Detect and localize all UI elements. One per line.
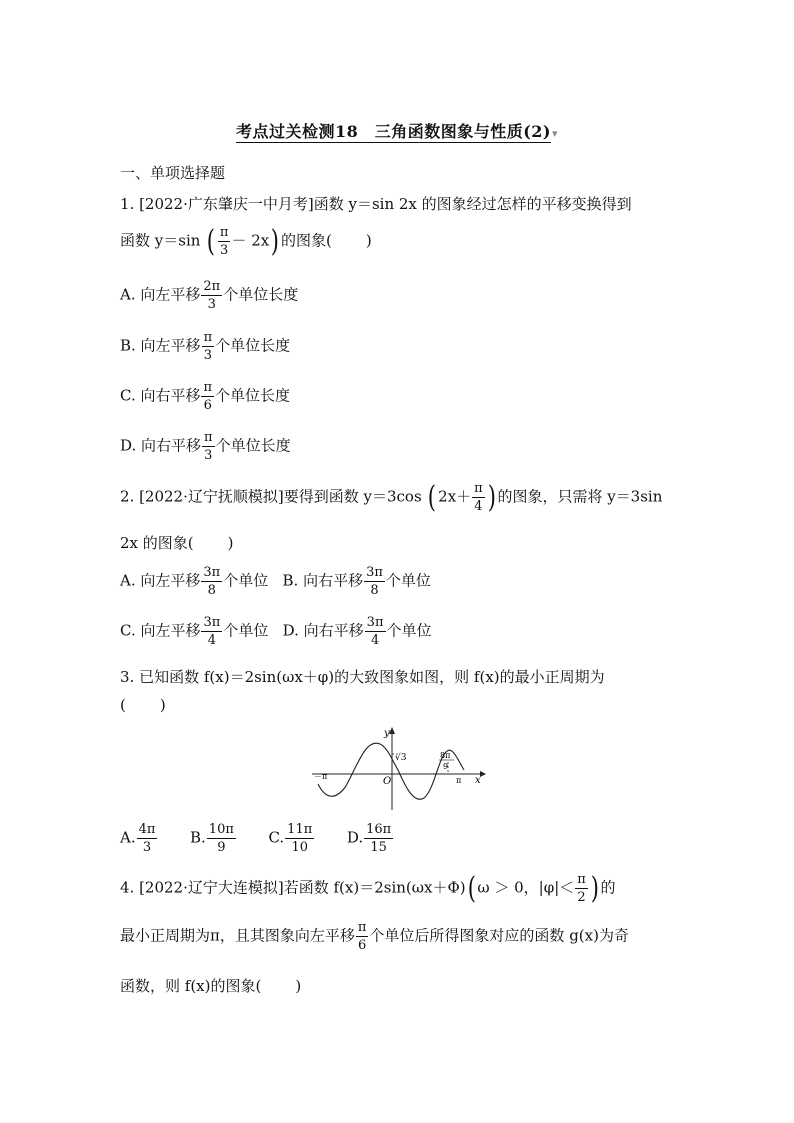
- q3-option-d-label: D.: [346, 828, 364, 847]
- x-axis-label: x: [475, 775, 481, 786]
- q3-line2-end: ): [159, 696, 166, 714]
- frac-den: 3: [204, 448, 213, 463]
- frac-num: 10π: [208, 822, 234, 837]
- q3-line1: 3. 已知函数 f(x)＝2sin(ωx＋φ)的大致图象如图，则 f(x)的最小正周期为: [120, 668, 605, 686]
- q1-option-a-frac: [201, 280, 222, 311]
- frac-num: 3π: [203, 615, 221, 630]
- q2-option-c-label: C. 向左平移: [120, 621, 201, 640]
- q2-option-a-label: A. 向左平移: [120, 571, 201, 590]
- q2-line1: [120, 479, 663, 515]
- frac-den: 3: [207, 297, 216, 312]
- sqrt3-label: √3: [395, 753, 407, 763]
- frac-den: 8: [207, 583, 216, 598]
- q4-line1-cond: ω ＞ 0，|φ|＜: [477, 878, 575, 897]
- frac-num: 3π: [366, 565, 383, 580]
- frac-num: π: [204, 430, 213, 445]
- frac-den: 4: [474, 499, 483, 514]
- q1-frac-den: 3: [220, 243, 229, 258]
- frac-den: 6: [358, 938, 367, 953]
- q4-line2-pre: 最小正周期为π，且其图象向左平移: [120, 926, 355, 945]
- q2-left-paren: (: [428, 479, 437, 515]
- origin-label: O: [383, 776, 392, 787]
- q2-option-a-tail: 个单位: [223, 571, 269, 590]
- q4-line1-post: 的: [600, 878, 616, 897]
- frac-num: 11π: [287, 822, 313, 837]
- pi-label: π: [456, 776, 462, 785]
- frac-num: π: [357, 920, 367, 935]
- q1-line2-end: ): [365, 231, 372, 250]
- q1-option-b-frac: [202, 331, 215, 362]
- q3-option-b-frac: [207, 823, 236, 854]
- q2-option-d-frac: [365, 616, 386, 647]
- q1-line2: [120, 223, 372, 259]
- frac-num: 4π: [138, 822, 156, 837]
- q3-option-d-frac: [364, 823, 393, 854]
- q2-options-row1: [120, 566, 431, 597]
- q4-line2-post: 个单位后所得图象对应的函数 g(x)为奇: [369, 926, 629, 945]
- frac-num: π: [474, 481, 483, 496]
- q1-option-d: [120, 431, 291, 462]
- q1-line1: 1. [2022·广东肇庆一中月考]函数 y＝sin 2x 的图象经过怎样的平移变换得到: [120, 195, 632, 213]
- q3-option-b-label: B.: [190, 828, 206, 847]
- eight-pi-den-label: 9: [443, 762, 449, 771]
- q3-options-row: [120, 823, 394, 854]
- q2-option-d-label: D. 向右平移: [282, 621, 364, 640]
- q2-option-c-tail: 个单位: [223, 621, 269, 640]
- q4-right-paren: ): [590, 870, 599, 906]
- neg-pi-label: －π: [314, 772, 328, 781]
- section-heading: 一、单项选择题: [120, 164, 226, 182]
- q4-line3-end: ): [295, 977, 302, 995]
- q2-option-b-label: B. 向右平移: [282, 571, 364, 590]
- q2-right-paren: ): [487, 479, 496, 515]
- page-title: [0, 119, 794, 142]
- q2-line1-pre: 2. [2022·辽宁抚顺模拟]要得到函数 y＝3cos: [120, 487, 422, 506]
- frac-num: 16π: [366, 822, 392, 837]
- q2-line1-mid: 2x＋: [438, 487, 472, 506]
- q3-line2: [120, 696, 166, 714]
- q1-option-c-frac: [201, 381, 214, 412]
- eight-pi-num-label: 8π: [440, 751, 451, 760]
- q1-option-b-tail: 个单位长度: [215, 336, 291, 355]
- q3-option-c-frac: [285, 823, 314, 854]
- q1-option-c: [120, 381, 290, 412]
- q1-option-a-label: A. 向左平移: [120, 285, 201, 304]
- dropdown-marker-icon: ▾: [552, 127, 559, 140]
- q2-fraction: [472, 482, 485, 513]
- frac-den: 15: [370, 840, 387, 855]
- q2-line2-text: 2x 的图象(: [120, 534, 194, 552]
- q1-option-d-tail: 个单位长度: [215, 436, 291, 455]
- q1-line2-post: 的图象(: [280, 231, 332, 250]
- frac-den: 9: [217, 840, 226, 855]
- q2-option-b-frac: [364, 566, 385, 597]
- q1-option-c-label: C. 向右平移: [120, 386, 201, 405]
- q2-options-row2: [120, 616, 432, 647]
- q3-option-a-label: A.: [120, 828, 136, 847]
- q4-line2-frac: [356, 921, 369, 952]
- frac-den: 2: [577, 890, 586, 905]
- q4-line1: [120, 870, 616, 906]
- q3-line2-open: (: [120, 696, 126, 714]
- q2-line1-post: 的图象，只需将 y＝3sin: [497, 487, 663, 506]
- q1-option-b: [120, 331, 290, 362]
- q1-option-c-tail: 个单位长度: [215, 386, 291, 405]
- q1-fraction: [218, 226, 231, 257]
- q1-option-a: [120, 280, 298, 311]
- q3-option-c-label: C.: [268, 828, 285, 847]
- q4-line3-text: 函数，则 f(x)的图象(: [120, 977, 262, 995]
- y-axis-label: y: [384, 728, 390, 739]
- frac-num: π: [203, 380, 213, 395]
- frac-den: 10: [291, 840, 308, 855]
- frac-den: 6: [203, 398, 212, 413]
- frac-num: π: [203, 330, 213, 345]
- q3-sine-graph: [308, 724, 488, 812]
- q4-line1-pre: 4. [2022·辽宁大连模拟]若函数 f(x)＝2sin(ωx＋Φ): [120, 878, 466, 897]
- frac-num: 3π: [366, 615, 384, 630]
- q4-line3: [120, 975, 301, 996]
- q2-line2: [120, 532, 233, 553]
- frac-num: π: [577, 872, 586, 887]
- q1-option-d-label: D. 向右平移: [120, 436, 202, 455]
- title-text: 考点过关检测18 三角函数图象与性质(2): [235, 122, 551, 141]
- q1-frac-num: π: [219, 225, 229, 240]
- frac-num: 3π: [203, 565, 221, 580]
- q1-line2-mid: － 2x: [231, 231, 270, 250]
- y-axis-arrow-icon: [389, 727, 395, 734]
- frac-den: 4: [207, 633, 217, 648]
- q2-line2-end: ): [227, 534, 234, 552]
- q1-option-b-label: B. 向左平移: [120, 336, 201, 355]
- q1-line2-pre: 函数 y＝sin: [120, 231, 201, 250]
- x-axis-arrow-icon: [480, 771, 486, 777]
- q4-left-paren: (: [467, 870, 476, 906]
- q4-fraction: [575, 873, 588, 904]
- q2-option-b-tail: 个单位: [385, 571, 431, 590]
- frac-den: 4: [370, 633, 380, 648]
- q2-option-a-frac: [201, 566, 222, 597]
- q1-left-paren: (: [206, 223, 216, 259]
- q1-right-paren: ): [270, 223, 280, 259]
- q1-option-d-frac: [202, 431, 215, 462]
- q4-line2: [120, 921, 629, 952]
- frac-den: 8: [370, 583, 379, 598]
- q3-option-a-frac: [137, 823, 158, 854]
- frac-den: 3: [142, 840, 152, 855]
- q2-option-d-tail: 个单位: [386, 621, 432, 640]
- frac-num: 2π: [203, 279, 221, 294]
- frac-den: 3: [203, 348, 212, 363]
- q2-option-c-frac: [201, 616, 222, 647]
- q1-option-a-tail: 个单位长度: [223, 285, 299, 304]
